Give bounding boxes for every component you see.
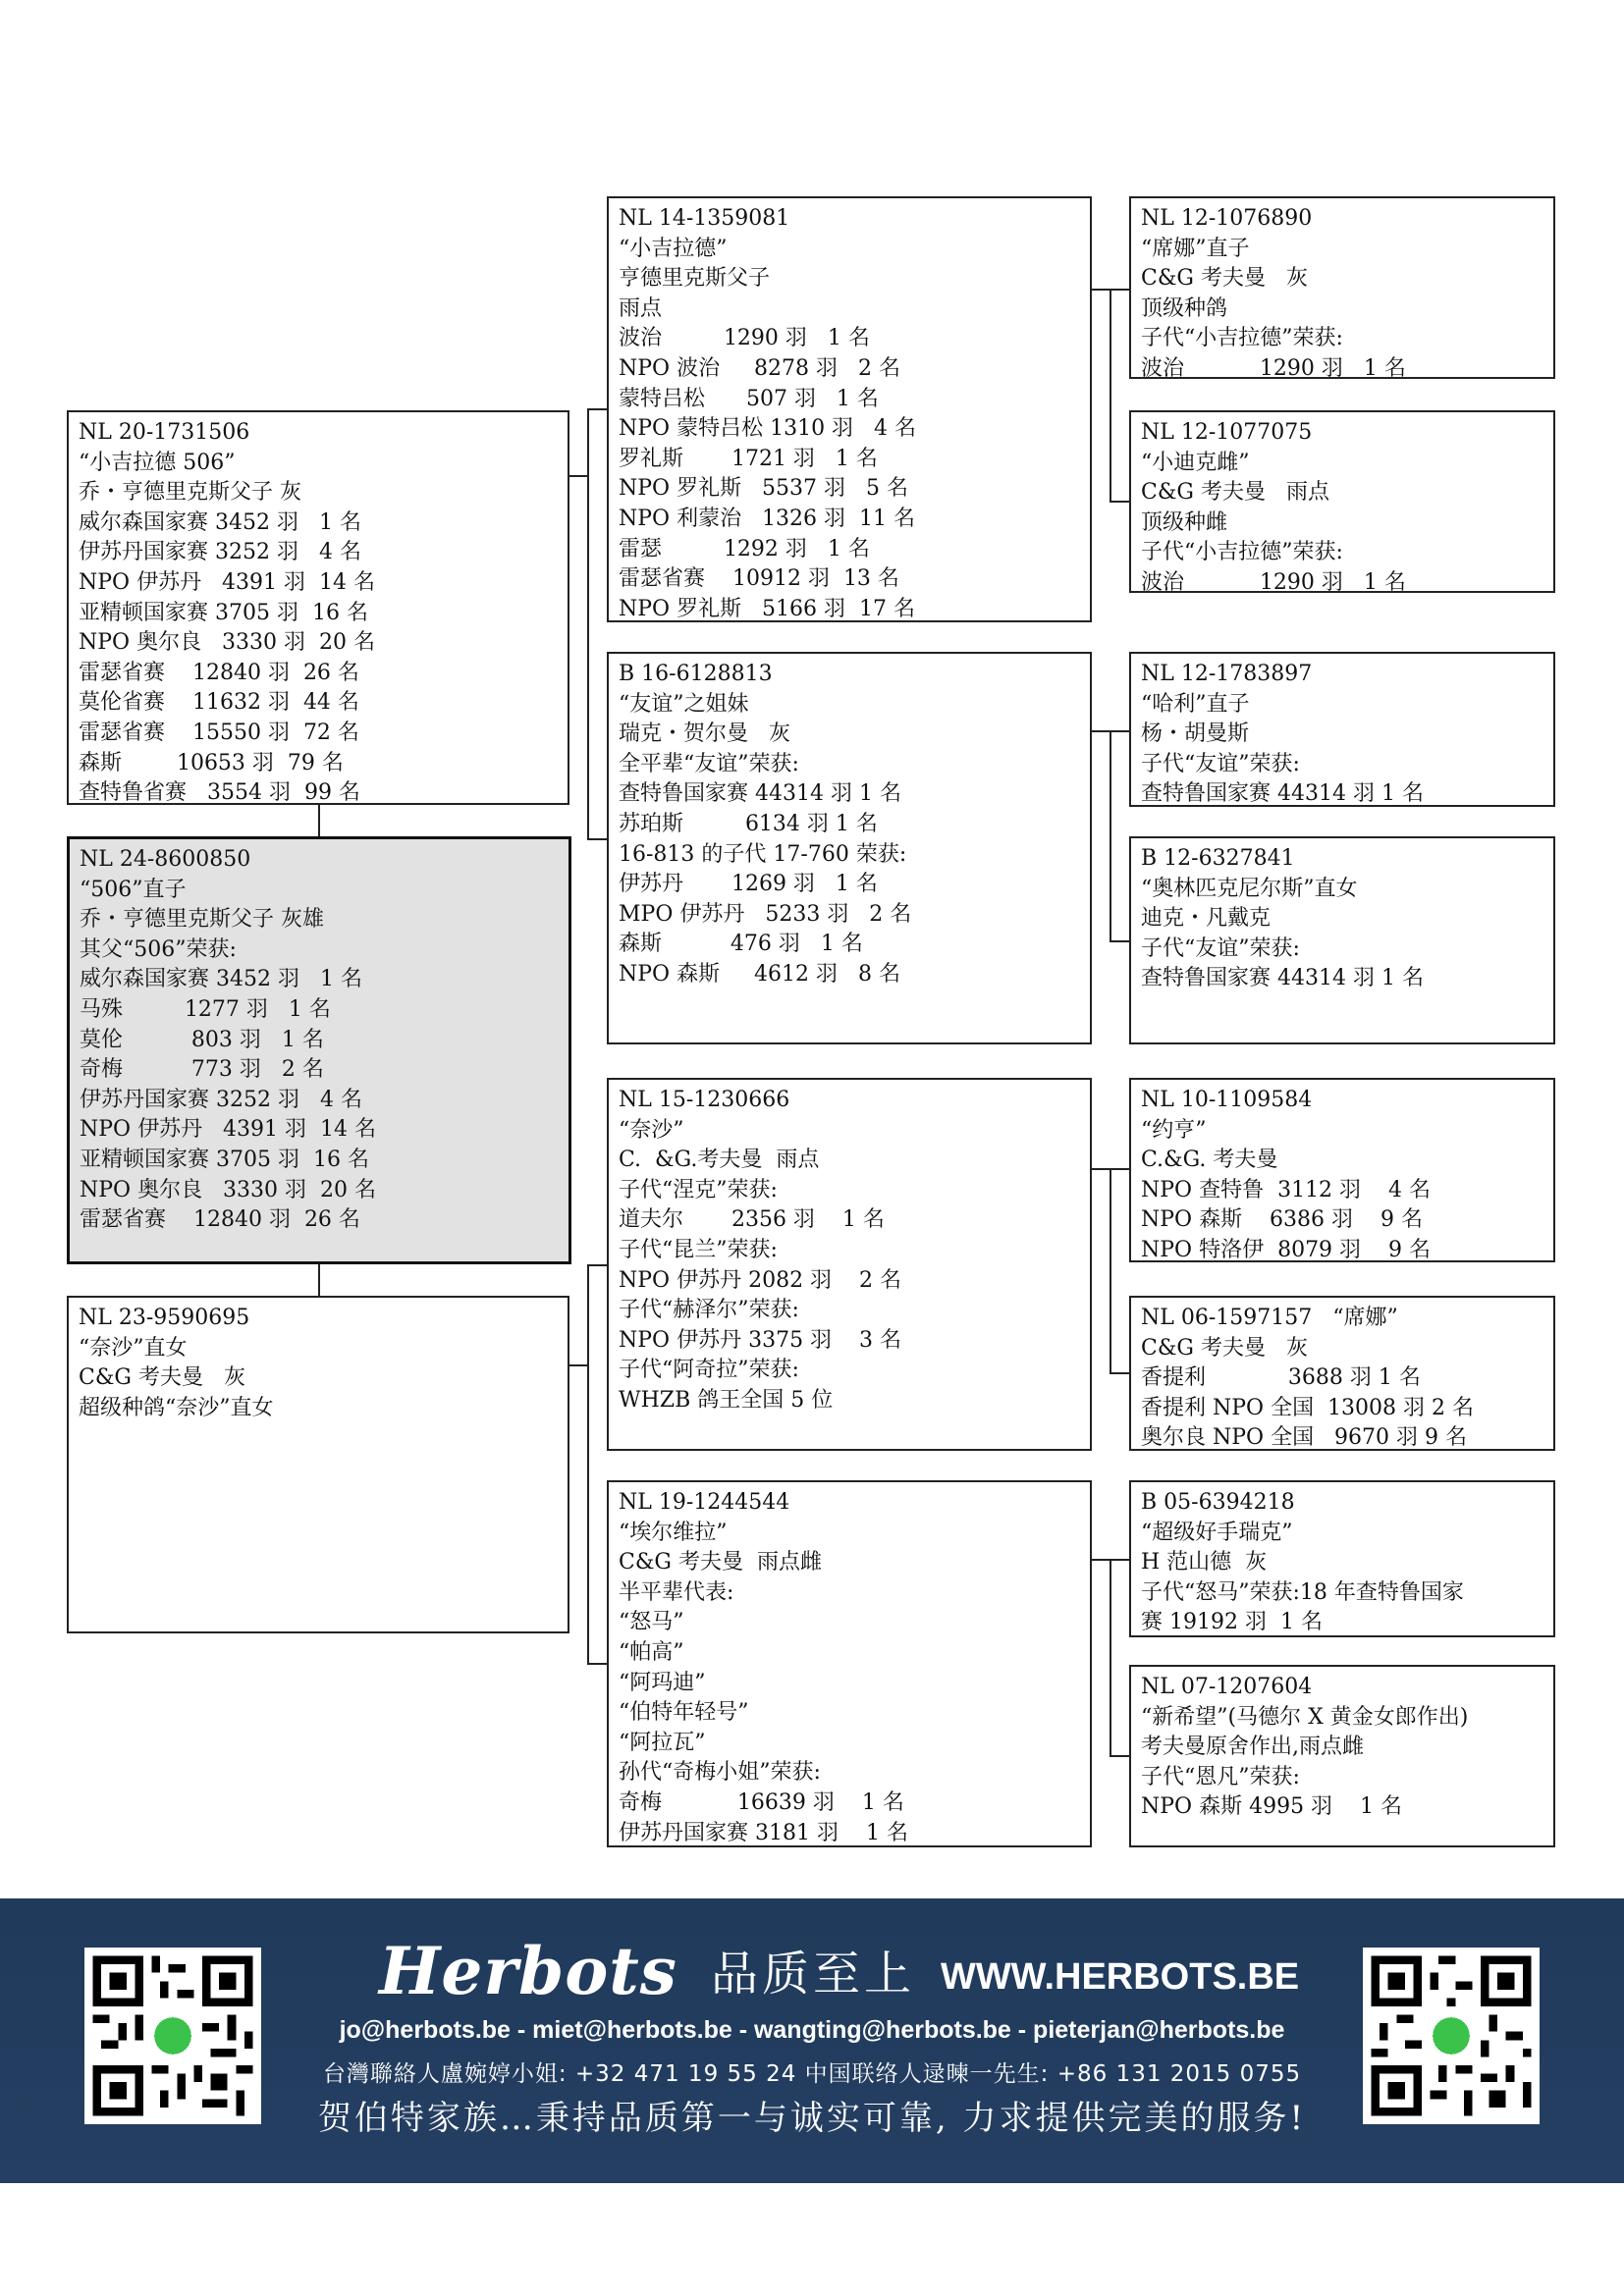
ring-number: NL 20-1731506: [79, 420, 250, 445]
pedigree-line: 香提利 3688 羽 1 名: [1141, 1365, 1421, 1391]
pedigree-line: “阿玛迪”: [619, 1670, 706, 1695]
grandsire-maternal-card: [607, 1078, 1092, 1451]
slogan: 品质至上: [710, 1947, 915, 2002]
pedigree-line: 雷瑟省赛 12840 羽 26 名: [79, 660, 359, 685]
connector: [587, 408, 589, 840]
pedigree-line: NPO 森斯 4612 羽 8 名: [619, 961, 900, 987]
great-grandsire-3-card: [1129, 1078, 1555, 1262]
pedigree-line: “阿拉瓦”: [619, 1730, 706, 1755]
pedigree-line: 伊苏丹 1269 羽 1 名: [619, 872, 878, 897]
pedigree-line: 香提利 NPO 全国 13008 羽 2 名: [1141, 1395, 1475, 1420]
pedigree-line: 亨德里克斯父子: [619, 266, 771, 292]
pedigree-line: “新希望”(马德尔 X 黄金女郎作出): [1141, 1704, 1469, 1730]
email-list[interactable]: jo@herbots.be - miet@herbots.be - wangting@herbots.be - pieterjan@herbots.be: [339, 2016, 1285, 2044]
ring-number: NL 06-1597157 “席娜”: [1141, 1306, 1398, 1330]
ring-number: NL 12-1076890: [1141, 206, 1313, 231]
connector: [587, 838, 607, 840]
pedigree-line: “奈沙”: [619, 1117, 684, 1143]
pedigree-line: 马殊 1277 羽 1 名: [80, 996, 331, 1022]
subject-pigeon-card: [67, 836, 571, 1264]
pedigree-line: 子代“阿奇拉”荣获:: [619, 1358, 799, 1383]
pedigree-line: “小迪克雌”: [1141, 450, 1250, 475]
granddam-maternal-card: [607, 1480, 1092, 1847]
pedigree-line: C&G 考夫曼 灰: [1141, 1335, 1308, 1361]
pedigree-line: 蒙特吕松 507 羽 1 名: [619, 386, 879, 411]
pedigree-line: 子代“小吉拉德”荣获:: [1141, 326, 1343, 351]
pedigree-line: 雷瑟省赛 10912 羽 13 名: [619, 566, 899, 592]
pedigree-line: “伯特年轻号”: [619, 1700, 749, 1726]
pedigree-line: 雷瑟省赛 15550 羽 72 名: [79, 720, 359, 745]
pedigree-line: 顶级种鸽: [1141, 295, 1228, 321]
ring-number: NL 12-1077075: [1141, 420, 1313, 445]
connector: [569, 1364, 588, 1366]
pedigree-line: NPO 伊苏丹 4391 羽 14 名: [79, 569, 376, 595]
pedigree-line: 子代“涅克”荣获:: [619, 1177, 778, 1202]
pedigree-line: “帕高”: [619, 1639, 684, 1665]
pedigree-line: 超级种鸽“奈沙”直女: [79, 1395, 274, 1420]
ring-number: NL 24-8600850: [80, 847, 251, 872]
pedigree-line: 查特鲁国家赛 44314 羽 1 名: [1141, 966, 1424, 991]
pedigree-line: “小吉拉德”: [619, 236, 728, 261]
pedigree-line: 乔・亨德里克斯父子 灰雄: [80, 907, 324, 933]
connector: [1110, 289, 1129, 291]
pedigree-line: NPO 罗礼斯 5537 羽 5 名: [619, 476, 909, 502]
pedigree-line: 杨・胡曼斯: [1141, 721, 1250, 747]
pedigree-line: NPO 奥尔良 3330 羽 20 名: [79, 630, 376, 656]
pedigree-line: 半平辈代表:: [619, 1579, 734, 1605]
pedigree-line: 子代“怒马”荣获:18 年查特鲁国家: [1141, 1579, 1464, 1605]
herbots-logo: Herbots: [379, 1933, 677, 2009]
pedigree-line: 子代“友谊”荣获:: [1141, 935, 1300, 961]
pedigree-line: 全平辈“友谊”荣获:: [619, 751, 799, 776]
connector: [1110, 940, 1129, 942]
ring-number: NL 10-1109584: [1141, 1088, 1313, 1112]
connector: [1110, 1559, 1129, 1561]
pedigree-line: 乔・亨德里克斯父子 灰: [79, 480, 301, 506]
pedigree-line: “超级好手瑞克”: [1141, 1520, 1293, 1545]
connector: [1110, 730, 1111, 942]
connector: [1092, 289, 1111, 291]
pedigree-line: 查特鲁国家赛 44314 羽 1 名: [1141, 781, 1424, 807]
connector: [1110, 1559, 1111, 1757]
sire-card: [67, 410, 569, 805]
great-granddam-4-card: [1129, 1665, 1555, 1847]
pedigree-line: “友谊”之姐妹: [619, 691, 749, 717]
ring-number: NL 15-1230666: [619, 1088, 790, 1112]
pedigree-line: NPO 森斯 6386 羽 9 名: [1141, 1207, 1423, 1233]
pedigree-line: 莫伦 803 羽 1 名: [80, 1027, 324, 1052]
pedigree-line: NPO 森斯 4995 羽 1 名: [1141, 1794, 1403, 1820]
pedigree-line: NPO 伊苏丹 4391 羽 14 名: [80, 1117, 377, 1143]
pedigree-line: NPO 波治 8278 羽 2 名: [619, 355, 900, 381]
pedigree-line: H 范山德 灰: [1141, 1550, 1268, 1575]
connector: [318, 805, 320, 836]
connector: [587, 1264, 607, 1266]
pedigree-line: 查特鲁国家赛 44314 羽 1 名: [619, 781, 901, 807]
family-motto: 贺伯特家族…秉持品质第一与诚实可靠, 力求提供完美的服务!: [317, 2099, 1307, 2138]
connector: [587, 408, 607, 410]
pedigree-line: 考夫曼原舍作出,雨点雌: [1141, 1735, 1364, 1760]
pedigree-line: 奇梅 773 羽 2 名: [80, 1057, 324, 1083]
pedigree-line: NPO 蒙特吕松 1310 羽 4 名: [619, 416, 917, 442]
pedigree-line: 孙代“奇梅小姐”荣获:: [619, 1760, 821, 1786]
great-granddam-3-card: [1129, 1296, 1555, 1451]
pedigree-line: 子代“恩凡”荣获:: [1141, 1764, 1300, 1789]
pedigree-line: NPO 利蒙治 1326 羽 11 名: [619, 506, 916, 531]
pedigree-line: 奇梅 16639 羽 1 名: [619, 1789, 904, 1815]
pedigree-line: 苏珀斯 6134 羽 1 名: [619, 811, 878, 836]
pedigree-line: 亚精顿国家赛 3705 羽 16 名: [80, 1147, 369, 1172]
line-app-qr-icon: [84, 1948, 261, 2124]
pedigree-line: 顶级种雌: [1141, 509, 1228, 535]
pedigree-line: 森斯 10653 羽 79 名: [79, 750, 344, 775]
pedigree-line: “怒马”: [619, 1610, 684, 1635]
granddam-paternal-card: [607, 652, 1092, 1044]
pedigree-line: MPO 伊苏丹 5233 羽 2 名: [619, 901, 912, 927]
pedigree-line: “506”直子: [80, 877, 187, 902]
great-grandsire-1-card: [1129, 196, 1555, 379]
connector: [1110, 730, 1129, 732]
pedigree-line: “约亨”: [1141, 1117, 1207, 1143]
pedigree-line: 波治 1290 羽 1 名: [1141, 569, 1406, 593]
pedigree-line: 子代“友谊”荣获:: [1141, 751, 1300, 776]
wechat-qr-icon: [1363, 1948, 1540, 2124]
connector: [587, 1663, 607, 1665]
contact-phones: 台灣聯絡人盧婉婷小姐: +32 471 19 55 24 中国联络人逯暕一先生: +86 131 2015 0755: [322, 2061, 1302, 2087]
pedigree-line: 赛 19192 羽 1 名: [1141, 1610, 1323, 1635]
pedigree-line: 子代“赫泽尔”荣获:: [619, 1298, 799, 1323]
connector: [1110, 1372, 1129, 1374]
pedigree-line: NPO 特洛伊 8079 羽 9 名: [1141, 1237, 1432, 1262]
pedigree-line: NPO 奥尔良 3330 羽 20 名: [80, 1177, 377, 1202]
ring-number: NL 07-1207604: [1141, 1675, 1313, 1699]
pedigree-line: “席娜”直子: [1141, 236, 1250, 261]
ring-number: B 12-6327841: [1141, 846, 1295, 871]
pedigree-line: 森斯 476 羽 1 名: [619, 932, 863, 957]
pedigree-line: WHZB 鸽王全国 5 位: [619, 1387, 834, 1413]
pedigree-line: “小吉拉德 506”: [79, 450, 236, 475]
ring-number: B 16-6128813: [619, 662, 773, 686]
website-link[interactable]: WWW.HERBOTS.BE: [940, 1956, 1300, 1998]
connector: [1110, 1168, 1129, 1170]
pedigree-line: 子代“昆兰”荣获:: [619, 1237, 778, 1262]
connector: [318, 1264, 320, 1296]
footer-banner: [0, 1898, 1624, 2183]
great-granddam-1-card: [1129, 410, 1555, 593]
great-granddam-2-card: [1129, 836, 1555, 1044]
pedigree-line: 威尔森国家赛 3452 羽 1 名: [79, 509, 361, 535]
pedigree-line: 波治 1290 羽 1 名: [1141, 355, 1406, 379]
dam-card: [67, 1296, 569, 1633]
connector: [569, 475, 588, 477]
grandsire-paternal-card: [607, 196, 1092, 622]
pedigree-line: 瑞克・贺尔曼 灰: [619, 721, 790, 747]
pedigree-line: NPO 伊苏丹 2082 羽 2 名: [619, 1267, 902, 1293]
connector: [1110, 1755, 1129, 1757]
pedigree-line: 雷瑟 1292 羽 1 名: [619, 536, 870, 561]
pedigree-line: 波治 1290 羽 1 名: [619, 326, 870, 351]
pedigree-line: 其父“506”荣获:: [80, 936, 237, 962]
pedigree-line: 伊苏丹国家赛 3252 羽 4 名: [79, 540, 361, 565]
ring-number: B 05-6394218: [1141, 1490, 1295, 1515]
pedigree-line: 16-813 的子代 17-760 荣获:: [619, 841, 907, 867]
connector: [1092, 1559, 1111, 1561]
connector: [1092, 1168, 1111, 1170]
pedigree-line: C&G 考夫曼 灰: [1141, 266, 1308, 292]
brand-row: [379, 1933, 1300, 2009]
connector: [1110, 501, 1129, 503]
connector: [1110, 289, 1111, 503]
connector: [1092, 730, 1111, 732]
pedigree-line: 雷瑟省赛 12840 羽 26 名: [80, 1207, 360, 1233]
ring-number: NL 23-9590695: [79, 1306, 250, 1330]
pedigree-line: NPO 查特鲁 3112 羽 4 名: [1141, 1177, 1432, 1202]
pedigree-line: C&G 考夫曼 雨点雌: [619, 1550, 822, 1575]
pedigree-line: C.&G. 考夫曼: [1141, 1148, 1278, 1173]
pedigree-line: C&G 考夫曼 灰: [79, 1365, 245, 1391]
pedigree-line: “哈利”直子: [1141, 691, 1250, 717]
pedigree-line: “埃尔维拉”: [619, 1520, 728, 1545]
pedigree-line: 奥尔良 NPO 全国 9670 羽 9 名: [1141, 1425, 1468, 1451]
ring-number: NL 14-1359081: [619, 206, 790, 231]
great-grandsire-4-card: [1129, 1480, 1555, 1637]
pedigree-line: NPO 伊苏丹 3375 羽 3 名: [619, 1327, 902, 1353]
pedigree-line: “奈沙”直女: [79, 1335, 188, 1361]
pedigree-line: 子代“小吉拉德”荣获:: [1141, 540, 1343, 565]
pedigree-line: 伊苏丹国家赛 3181 羽 1 名: [619, 1820, 908, 1845]
great-grandsire-2-card: [1129, 652, 1555, 807]
pedigree-line: C. &G.考夫曼 雨点: [619, 1148, 820, 1173]
pedigree-line: 威尔森国家赛 3452 羽 1 名: [80, 967, 362, 992]
pedigree-line: 亚精顿国家赛 3705 羽 16 名: [79, 600, 368, 625]
pedigree-line: 伊苏丹国家赛 3252 羽 4 名: [80, 1087, 362, 1112]
pedigree-line: 莫伦省赛 11632 羽 44 名: [79, 690, 359, 716]
pedigree-line: 雨点: [619, 295, 663, 321]
ring-number: NL 12-1783897: [1141, 662, 1313, 686]
pedigree-line: 道夫尔 2356 羽 1 名: [619, 1207, 885, 1233]
pedigree-line: 罗礼斯 1721 羽 1 名: [619, 446, 878, 471]
ring-number: NL 19-1244544: [619, 1490, 790, 1515]
connector: [587, 1264, 589, 1665]
pedigree-line: “奥林匹克尼尔斯”直女: [1141, 876, 1358, 901]
pedigree-line: NPO 罗礼斯 5166 羽 17 名: [619, 596, 916, 621]
pedigree-line: 查特鲁省赛 3554 羽 99 名: [79, 780, 360, 805]
connector: [1110, 1168, 1111, 1374]
pedigree-line: C&G 考夫曼 雨点: [1141, 480, 1329, 506]
pedigree-line: 迪克・凡戴克: [1141, 906, 1272, 932]
